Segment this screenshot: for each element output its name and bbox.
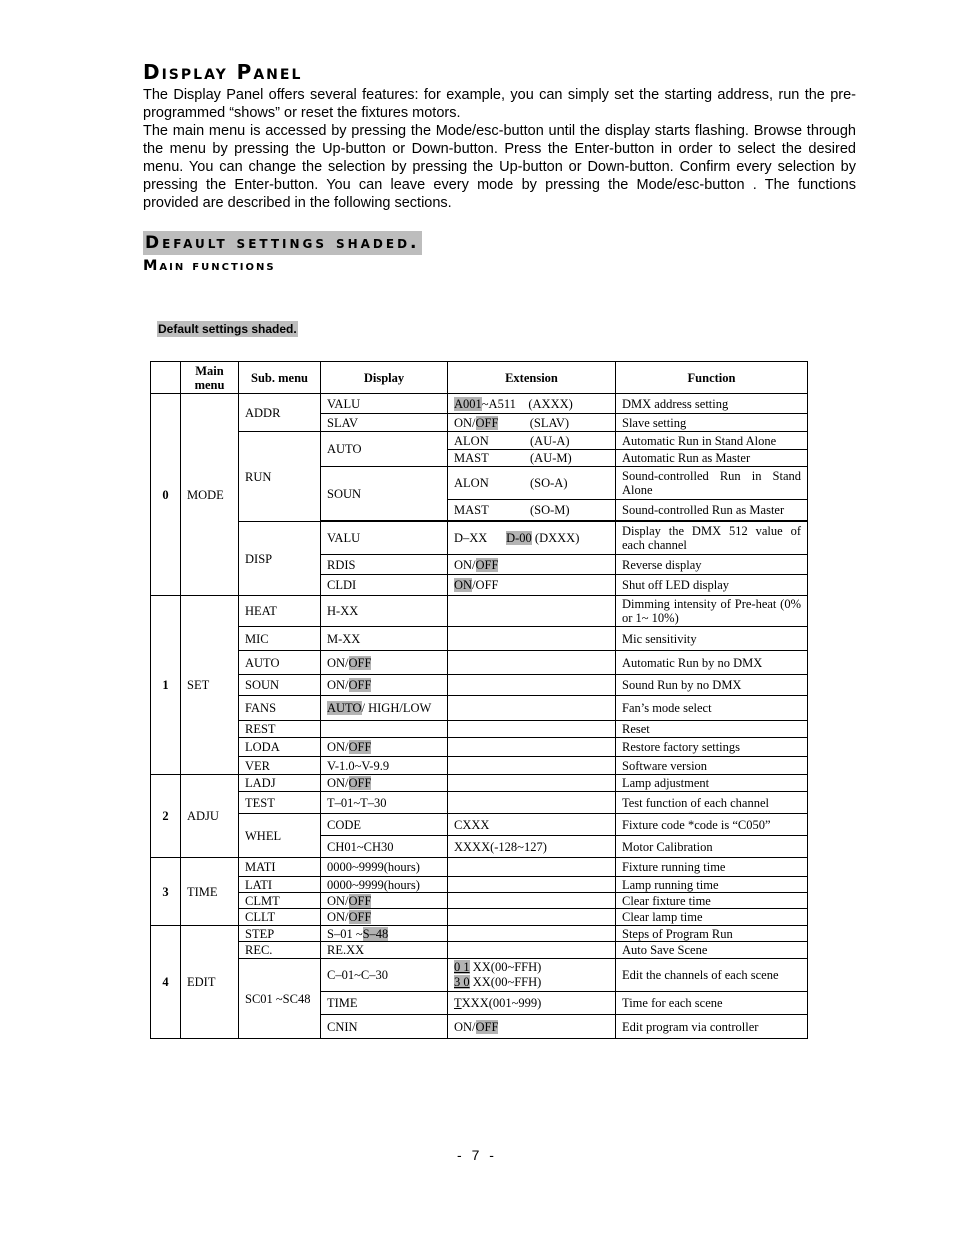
- main-menu-cell: EDIT: [181, 926, 239, 1039]
- function-cell: Lamp running time: [616, 877, 808, 893]
- table-row: [151, 909, 808, 926]
- table-row: [151, 926, 808, 942]
- page-title: Display Panel: [143, 60, 303, 84]
- extension-cell: [448, 738, 616, 757]
- table-row: [151, 877, 808, 893]
- extension-cell: MAST (SO-M): [448, 500, 616, 521]
- extension-cell: [448, 675, 616, 696]
- function-cell: Steps of Program Run: [616, 926, 808, 942]
- function-cell: Automatic Run in Stand Alone: [616, 432, 808, 450]
- intro-text: [143, 86, 856, 212]
- display-cell: H-XX: [321, 596, 448, 627]
- sub-menu-cell: STEP: [239, 926, 321, 942]
- sub-menu-cell: SOUN: [239, 675, 321, 696]
- function-cell: Fan’s mode select: [616, 696, 808, 721]
- extension-cell: [448, 596, 616, 627]
- sub-menu-cell: DISP: [239, 522, 321, 596]
- extension-cell: [448, 696, 616, 721]
- table-row: [151, 858, 808, 877]
- table-header-row: [151, 362, 808, 394]
- extension-cell: [448, 721, 616, 738]
- display-cell: ON/OFF: [321, 675, 448, 696]
- header-main-menu: Main menu: [181, 362, 239, 394]
- menu-number: 4: [151, 926, 181, 1039]
- function-cell: Time for each scene: [616, 992, 808, 1015]
- sub-menu-cell: VER: [239, 757, 321, 775]
- function-cell: Display the DMX 512 value of each channel: [616, 522, 808, 555]
- display-cell: ON/OFF: [321, 909, 448, 926]
- table-row: [151, 792, 808, 814]
- table-row: [151, 814, 808, 836]
- sub-menu-cell: RUN: [239, 432, 321, 522]
- sub-menu-cell: LODA: [239, 738, 321, 757]
- menu-number: 2: [151, 775, 181, 858]
- sub-menu-cell: HEAT: [239, 596, 321, 627]
- sub-menu-cell: FANS: [239, 696, 321, 721]
- extension-cell: [448, 651, 616, 675]
- extension-cell: ALON (SO-A): [448, 467, 616, 500]
- extension-cell: CXXX: [448, 814, 616, 836]
- function-cell: Fixture running time: [616, 858, 808, 877]
- sub-menu-cell: AUTO: [239, 651, 321, 675]
- display-cell: CNIN: [321, 1015, 448, 1039]
- menu-number: 3: [151, 858, 181, 926]
- function-cell: Sound-controlled Run in Stand Alone: [616, 467, 808, 500]
- extension-cell: 0 1 XX(00~FFH) 3 0 XX(00~FFH): [448, 959, 616, 992]
- extension-cell: XXXX(-128~127): [448, 836, 616, 858]
- display-cell: SOUN: [321, 467, 448, 521]
- display-cell: RDIS: [321, 555, 448, 575]
- function-cell: Clear lamp time: [616, 909, 808, 926]
- display-cell: 0000~9999(hours): [321, 858, 448, 877]
- function-cell: Edit the channels of each scene: [616, 959, 808, 992]
- table-row: [151, 696, 808, 721]
- display-cell: VALU: [321, 394, 448, 414]
- sub-menu-cell: CLMT: [239, 893, 321, 909]
- main-menu-cell: MODE: [181, 394, 239, 596]
- subsection-heading: Main functions: [143, 258, 276, 274]
- extension-cell: MAST (AU-M): [448, 450, 616, 467]
- sub-menu-cell: LADJ: [239, 775, 321, 792]
- function-cell: Shut off LED display: [616, 575, 808, 596]
- function-cell: Restore factory settings: [616, 738, 808, 757]
- sub-menu-cell: SC01 ~SC48: [239, 959, 321, 1039]
- function-cell: Slave setting: [616, 414, 808, 432]
- display-cell: CH01~CH30: [321, 836, 448, 858]
- display-cell: [321, 721, 448, 738]
- display-cell: S–01 ~S–48: [321, 926, 448, 942]
- table-row: [151, 757, 808, 775]
- display-cell: SLAV: [321, 414, 448, 432]
- extension-cell: [448, 942, 616, 959]
- extension-cell: [448, 858, 616, 877]
- table-row: [151, 721, 808, 738]
- display-cell: AUTO/ HIGH/LOW: [321, 696, 448, 721]
- display-cell: RE.XX: [321, 942, 448, 959]
- function-cell: Lamp adjustment: [616, 775, 808, 792]
- extension-cell: D–XX D-00 (DXXX): [448, 522, 616, 555]
- table-row: [151, 432, 808, 450]
- function-cell: Reverse display: [616, 555, 808, 575]
- extension-cell: [448, 792, 616, 814]
- header-extension: Extension: [448, 362, 616, 394]
- table-row: [151, 522, 808, 555]
- sub-menu-cell: ADDR: [239, 394, 321, 432]
- extension-cell: [448, 775, 616, 792]
- main-menu-cell: SET: [181, 596, 239, 775]
- extension-cell: [448, 877, 616, 893]
- extension-cell: ALON (AU-A): [448, 432, 616, 450]
- function-cell: Reset: [616, 721, 808, 738]
- function-cell: Mic sensitivity: [616, 627, 808, 651]
- header-sub-menu: Sub. menu: [239, 362, 321, 394]
- table-row: [151, 738, 808, 757]
- function-cell: Sound-controlled Run as Master: [616, 500, 808, 521]
- function-cell: Automatic Run by no DMX: [616, 651, 808, 675]
- table-row: [151, 394, 808, 414]
- sub-menu-cell: REST: [239, 721, 321, 738]
- menu-number: 1: [151, 596, 181, 775]
- table-row: [151, 596, 808, 627]
- display-cell: AUTO: [321, 432, 448, 467]
- extension-cell: ON/OFF (SLAV): [448, 414, 616, 432]
- display-cell: ON/OFF: [321, 738, 448, 757]
- intro-paragraph: The main menu is accessed by pressing the Mode/esc-button until the display starts flashing. Browse through the menu by pressing the Up-button or Down-button. Press the Enter-button in order to select the desired menu. You can change the selection by pressing the Up-button or Down-button. Confirm every selection by pressing the Enter-button. You can leave every mode by pressing the Mode/esc-button . The functions provided are described in the following sections.: [143, 123, 856, 211]
- display-cell: VALU: [321, 522, 448, 555]
- main-menu-cell: TIME: [181, 858, 239, 926]
- extension-cell: [448, 627, 616, 651]
- sub-menu-cell: MIC: [239, 627, 321, 651]
- intro-paragraph: The Display Panel offers several features: for example, you can simply set the starting address, run the pre-programmed “shows” or reset the fixtures motors.: [143, 87, 856, 121]
- sub-menu-cell: CLLT: [239, 909, 321, 926]
- display-cell: ON/OFF: [321, 651, 448, 675]
- function-cell: Dimming intensity of Pre-heat (0% or 1~ 10%): [616, 596, 808, 627]
- menu-number: 0: [151, 394, 181, 596]
- function-cell: Automatic Run as Master: [616, 450, 808, 467]
- function-cell: Motor Calibration: [616, 836, 808, 858]
- extension-cell: TXXX(001~999): [448, 992, 616, 1015]
- header-num: [151, 362, 181, 394]
- function-cell: Edit program via controller: [616, 1015, 808, 1039]
- function-cell: Auto Save Scene: [616, 942, 808, 959]
- header-display: Display: [321, 362, 448, 394]
- table-row: [151, 675, 808, 696]
- extension-cell: [448, 893, 616, 909]
- table-row: [151, 627, 808, 651]
- table-row: [151, 651, 808, 675]
- display-cell: CODE: [321, 814, 448, 836]
- section-heading: Default settings shaded.: [145, 233, 420, 253]
- display-cell: 0000~9999(hours): [321, 877, 448, 893]
- page-number: - 7 -: [457, 1147, 497, 1163]
- function-cell: Test function of each channel: [616, 792, 808, 814]
- display-cell: ON/OFF: [321, 893, 448, 909]
- sub-menu-cell: MATI: [239, 858, 321, 877]
- extension-cell: [448, 926, 616, 942]
- extension-cell: [448, 757, 616, 775]
- function-cell: Fixture code *code is “C050”: [616, 814, 808, 836]
- default-settings-note: Default settings shaded.: [158, 322, 297, 336]
- table-row: [151, 775, 808, 792]
- display-cell: T–01~T–30: [321, 792, 448, 814]
- function-cell: Software version: [616, 757, 808, 775]
- sub-menu-cell: REC.: [239, 942, 321, 959]
- sub-menu-cell: TEST: [239, 792, 321, 814]
- extension-cell: ON/OFF: [448, 555, 616, 575]
- main-menu-cell: ADJU: [181, 775, 239, 858]
- extension-cell: A001~A511 (AXXX): [448, 394, 616, 414]
- extension-cell: ON/OFF: [448, 1015, 616, 1039]
- display-cell: TIME: [321, 992, 448, 1015]
- extension-cell: [448, 909, 616, 926]
- display-cell: M-XX: [321, 627, 448, 651]
- table-row: [151, 942, 808, 959]
- sub-menu-cell: WHEL: [239, 814, 321, 858]
- function-cell: Clear fixture time: [616, 893, 808, 909]
- extension-cell: ON/OFF: [448, 575, 616, 596]
- main-functions-table: [150, 361, 808, 1039]
- header-function: Function: [616, 362, 808, 394]
- table-row: [151, 959, 808, 992]
- display-cell: CLDI: [321, 575, 448, 596]
- sub-menu-cell: LATI: [239, 877, 321, 893]
- display-cell: ON/OFF: [321, 775, 448, 792]
- table-row: [151, 893, 808, 909]
- function-cell: Sound Run by no DMX: [616, 675, 808, 696]
- display-cell: C–01~C–30: [321, 959, 448, 992]
- display-cell: V-1.0~V-9.9: [321, 757, 448, 775]
- function-cell: DMX address setting: [616, 394, 808, 414]
